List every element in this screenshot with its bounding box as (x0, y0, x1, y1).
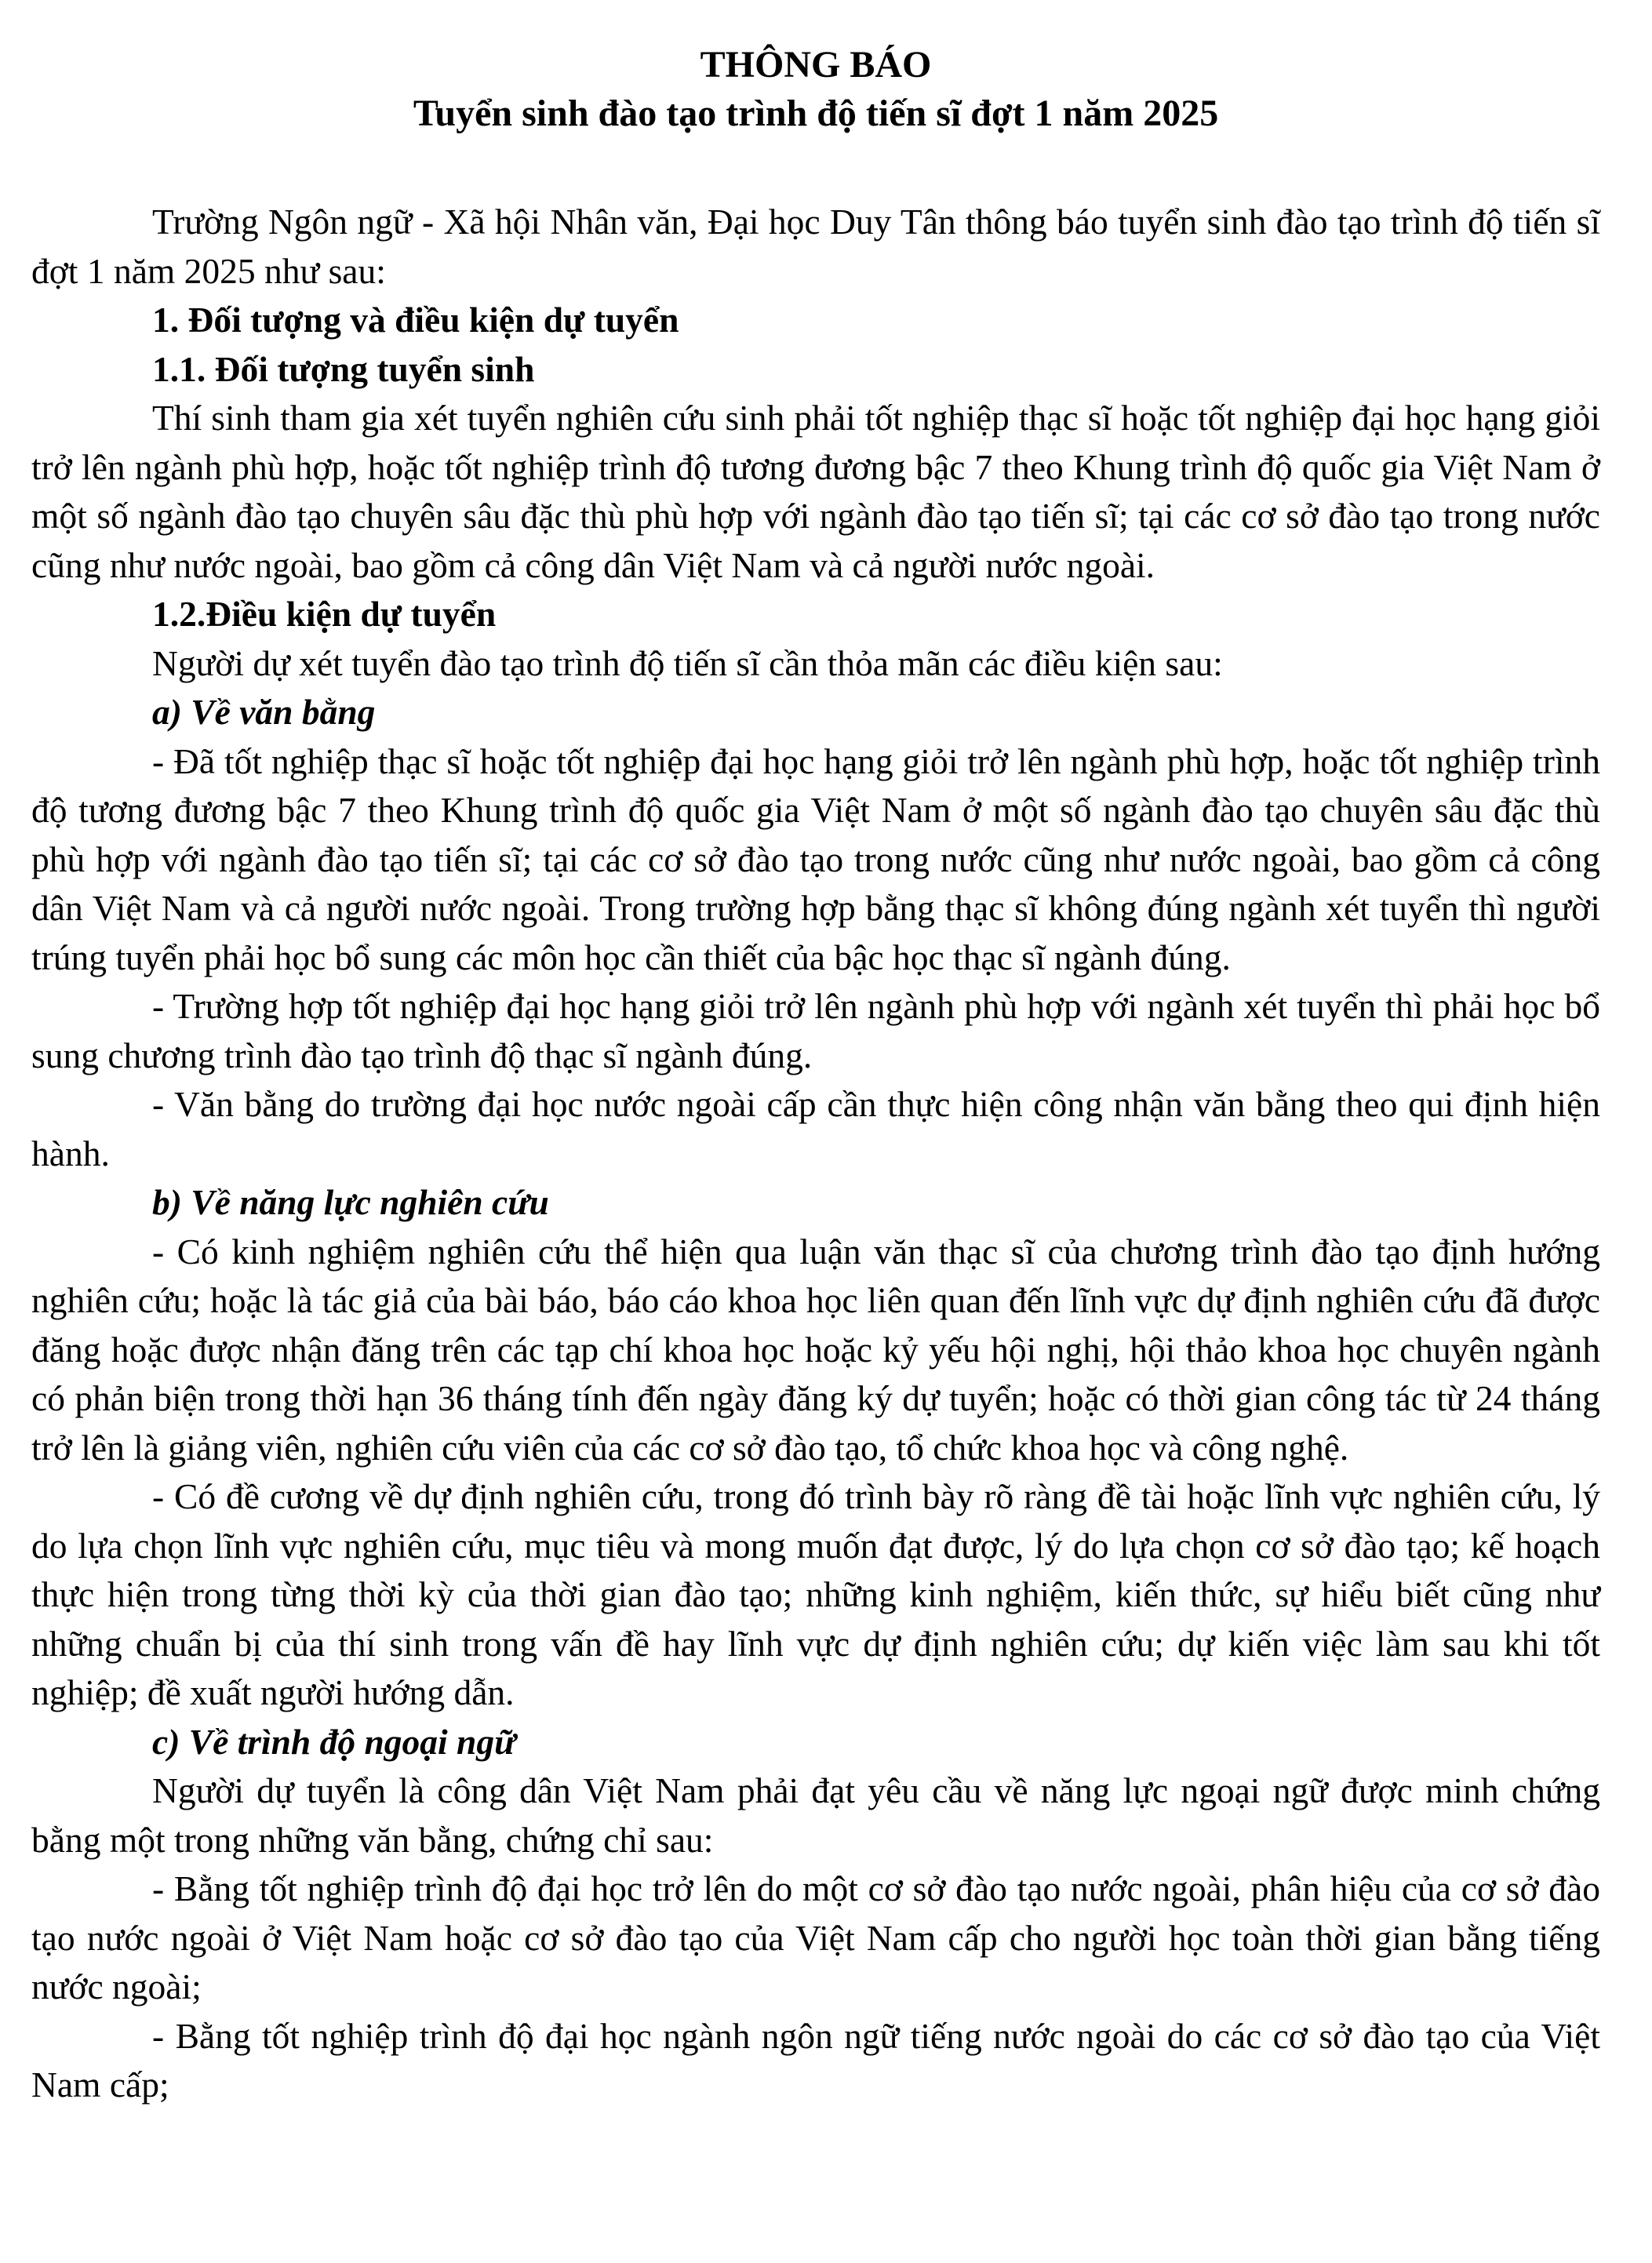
section-1-1-body: Thí sinh tham gia xét tuyển nghiên cứu sinh phải tốt nghiệp thạc sĩ hoặc tốt nghiệp đại học hạng giỏi trở lên ngành phù hợp, hoặc tốt nghiệp trình độ tương đương bậc 7 theo Khung trình độ quốc gia Việt Nam ở một số ngành đào tạo chuyên sâu đặc thù phù hợp với ngành đào tạo tiến sĩ; tại các cơ sở đào tạo trong nước cũng như nước ngoài, bao gồm cả công dân Việt Nam và cả người nước ngoài. (31, 398, 1600, 585)
section-1-2-intro: Người dự xét tuyển đào tạo trình độ tiến sĩ cần thỏa mãn các điều kiện sau: (152, 642, 1223, 683)
subsection-a-item: - Đã tốt nghiệp thạc sĩ hoặc tốt nghiệp đại học hạng giỏi trở lên ngành phù hợp, hoặc tốt nghiệp trình độ tương đương bậc 7 theo Khung trình độ quốc gia Việt Nam ở một số ngành đào tạo chuyên sâu đặc thù phù hợp với ngành đào tạo tiến sĩ; tại các cơ sở đào tạo trong nước cũng như nước ngoài, bao gồm cả công dân Việt Nam và cả người nước ngoài. Trong trường hợp bằng thạc sĩ không đúng ngành xét tuyển thì người trúng tuyển phải học bổ sung các môn học cần thiết của bậc học thạc sĩ ngành đúng. (31, 740, 1600, 977)
document-page (31, 41, 1600, 2110)
subsection-a-item: - Trường hợp tốt nghiệp đại học hạng giỏi trở lên ngành phù hợp với ngành xét tuyển thì phải học bổ sung chương trình đào tạo trình độ thạc sĩ ngành đúng. (31, 986, 1600, 1075)
subsection-b-item: - Có đề cương về dự định nghiên cứu, trong đó trình bày rõ ràng đề tài hoặc lĩnh vực nghiên cứu, lý do lựa chọn lĩnh vực nghiên cứu, mục tiêu và mong muốn đạt được, lý do lựa chọn cơ sở đào tạo; kế hoạch thực hiện trong từng thời kỳ của thời gian đào tạo; những kinh nghiệm, kiến thức, sự hiểu biết cũng như những chuẩn bị của thí sinh trong vấn đề hay lĩnh vực dự định nghiên cứu; dự kiến việc làm sau khi tốt nghiệp; đề xuất người hướng dẫn. (31, 1476, 1600, 1712)
section-1-1-title: 1.1. Đối tượng tuyển sinh (152, 348, 535, 389)
document-subheading: Tuyển sinh đào tạo trình độ tiến sĩ đợt 1 năm 2025 (413, 93, 1219, 134)
section-1-2-title: 1.2.Điều kiện dự tuyển (152, 594, 497, 634)
subsection-c-item: - Bằng tốt nghiệp trình độ đại học trở lên do một cơ sở đào tạo nước ngoài, phân hiệu của cơ sở đào tạo nước ngoài ở Việt Nam hoặc cơ sở đào tạo của Việt Nam cấp cho người học toàn thời gian bằng tiếng nước ngoài; (31, 1868, 1600, 2007)
subsection-a-title: a) Về văn bằng (152, 692, 376, 732)
subsection-b-title: b) Về năng lực nghiên cứu (152, 1182, 549, 1222)
subsection-c-title: c) Về trình độ ngoại ngữ (152, 1721, 516, 1762)
subsection-c-intro: Người dự tuyển là công dân Việt Nam phải đạt yêu cầu về năng lực ngoại ngữ được minh chứng bằng một trong những văn bằng, chứng chỉ sau: (31, 1770, 1600, 1860)
subsection-b-item: - Có kinh nghiệm nghiên cứu thể hiện qua luận văn thạc sĩ của chương trình đào tạo định hướng nghiên cứu; hoặc là tác giả của bài báo, báo cáo khoa học liên quan đến lĩnh vực dự định nghiên cứu đã được đăng hoặc được nhận đăng trên các tạp chí khoa học hoặc kỷ yếu hội nghị, hội thảo khoa học chuyên ngành có phản biện trong thời hạn 36 tháng tính đến ngày đăng ký dự tuyển; hoặc có thời gian công tác từ 24 tháng trở lên là giảng viên, nghiên cứu viên của các cơ sở đào tạo, tổ chức khoa học và công nghệ. (31, 1231, 1600, 1468)
section-1-title: 1. Đối tượng và điều kiện dự tuyển (152, 300, 679, 340)
document-heading: THÔNG BÁO (700, 44, 932, 85)
subsection-c-item: - Bằng tốt nghiệp trình độ đại học ngành ngôn ngữ tiếng nước ngoài do các cơ sở đào tạo của Việt Nam cấp; (31, 2015, 1600, 2105)
intro-paragraph: Trường Ngôn ngữ - Xã hội Nhân văn, Đại học Duy Tân thông báo tuyển sinh đào tạo trình độ tiến sĩ đợt 1 năm 2025 như sau: (31, 202, 1600, 291)
subsection-a-item: - Văn bằng do trường đại học nước ngoài cấp cần thực hiện công nhận văn bằng theo qui định hiện hành. (31, 1084, 1600, 1173)
